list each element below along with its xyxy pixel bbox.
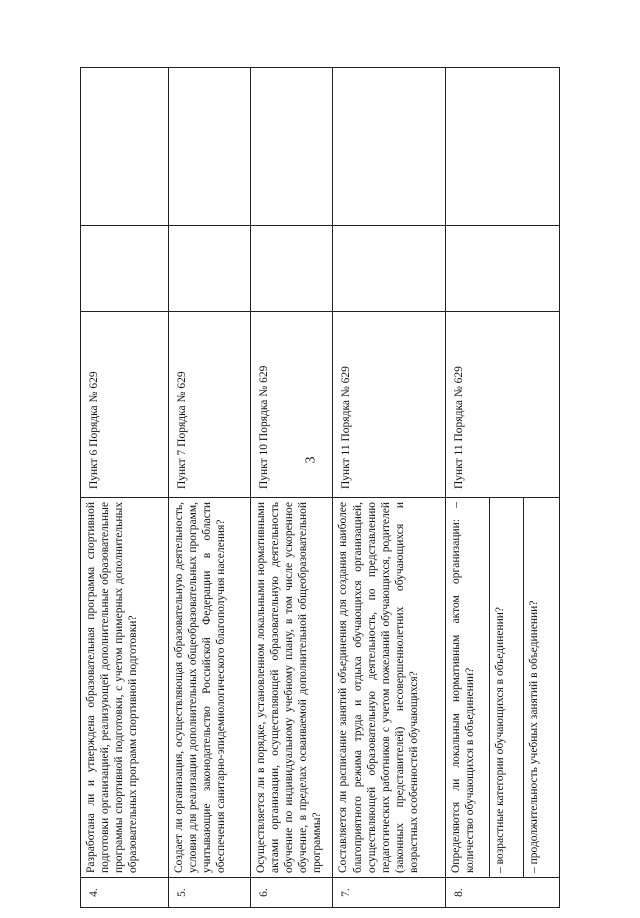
- row-number: 6.: [251, 878, 333, 908]
- reference-text: Пункт 10 Порядка № 629: [251, 312, 333, 498]
- rotated-table-container: [80, 68, 560, 908]
- note-cell: [333, 68, 445, 226]
- answer-cell: [81, 226, 169, 312]
- table-row: [333, 68, 445, 908]
- question-text: Осуществляется ли в порядке, установленном локальными нормативными актами организации, осуществляющей образовательную деятельность обучение по индивидуальному учебному плану, в том числе ускоренное обучение, в пределах осваиваемой дополнительной общеобразовательной программы?: [251, 498, 333, 878]
- table-row: [81, 68, 169, 908]
- answer-cell: [333, 226, 445, 312]
- row-number: 4.: [81, 878, 169, 908]
- table-row: [445, 68, 489, 908]
- question-subitem: – продолжительность учебных занятий в объединении?: [523, 498, 559, 878]
- table-row: [169, 68, 251, 908]
- row-number: 5.: [169, 878, 251, 908]
- reference-text: Пункт 6 Порядка № 629: [81, 312, 169, 498]
- reference-text: Пункт 11 Порядка № 629: [333, 312, 445, 498]
- question-text: Определяются ли локальным нормативным актом организации: – количество обучающихся в объединении?: [445, 498, 489, 878]
- question-text: Создает ли организация, осуществляющая образовательную деятельность, условия для реализации дополнительных общеобразовательных программ, учитывающие законодательство Российской Федерации в области обеспечения санитарно-эпидемиологического благополучия населения?: [169, 498, 251, 878]
- answer-cell: [251, 226, 333, 312]
- reference-text: Пункт 11 Порядка № 629: [445, 312, 559, 498]
- page-number: 3: [303, 456, 319, 464]
- checklist-table: [80, 67, 560, 908]
- reference-text: Пункт 7 Порядка № 629: [169, 312, 251, 498]
- question-text: Разработана ли и утверждена образовательная программа спортивной подготовки организацией, реализующей дополнительные образовательные программы спортивной подготовки, с учетом примерных дополнительных образовательных программ спортивной подготовки?: [81, 498, 169, 878]
- note-cell: [169, 68, 251, 226]
- question-subitem: – возрастные категории обучающихся в объединении?: [489, 498, 523, 878]
- note-cell: [445, 68, 559, 226]
- answer-cell: [445, 226, 559, 312]
- question-text: Составляется ли расписание занятий объединения для создания наиболее благоприятного режима труда и отдыха обучающихся организацией, осуществляющей образовательную деятельность, по представлению педагогических работников с учетом пожеланий обучающихся, родителей (законных представителей) несовершеннолетних обучающихся и возрастных особенностей обучающихся?: [333, 498, 445, 878]
- note-cell: [81, 68, 169, 226]
- table-row: [251, 68, 333, 908]
- row-number: 8.: [445, 878, 559, 908]
- row-number: 7.: [333, 878, 445, 908]
- answer-cell: [169, 226, 251, 312]
- note-cell: [251, 68, 333, 226]
